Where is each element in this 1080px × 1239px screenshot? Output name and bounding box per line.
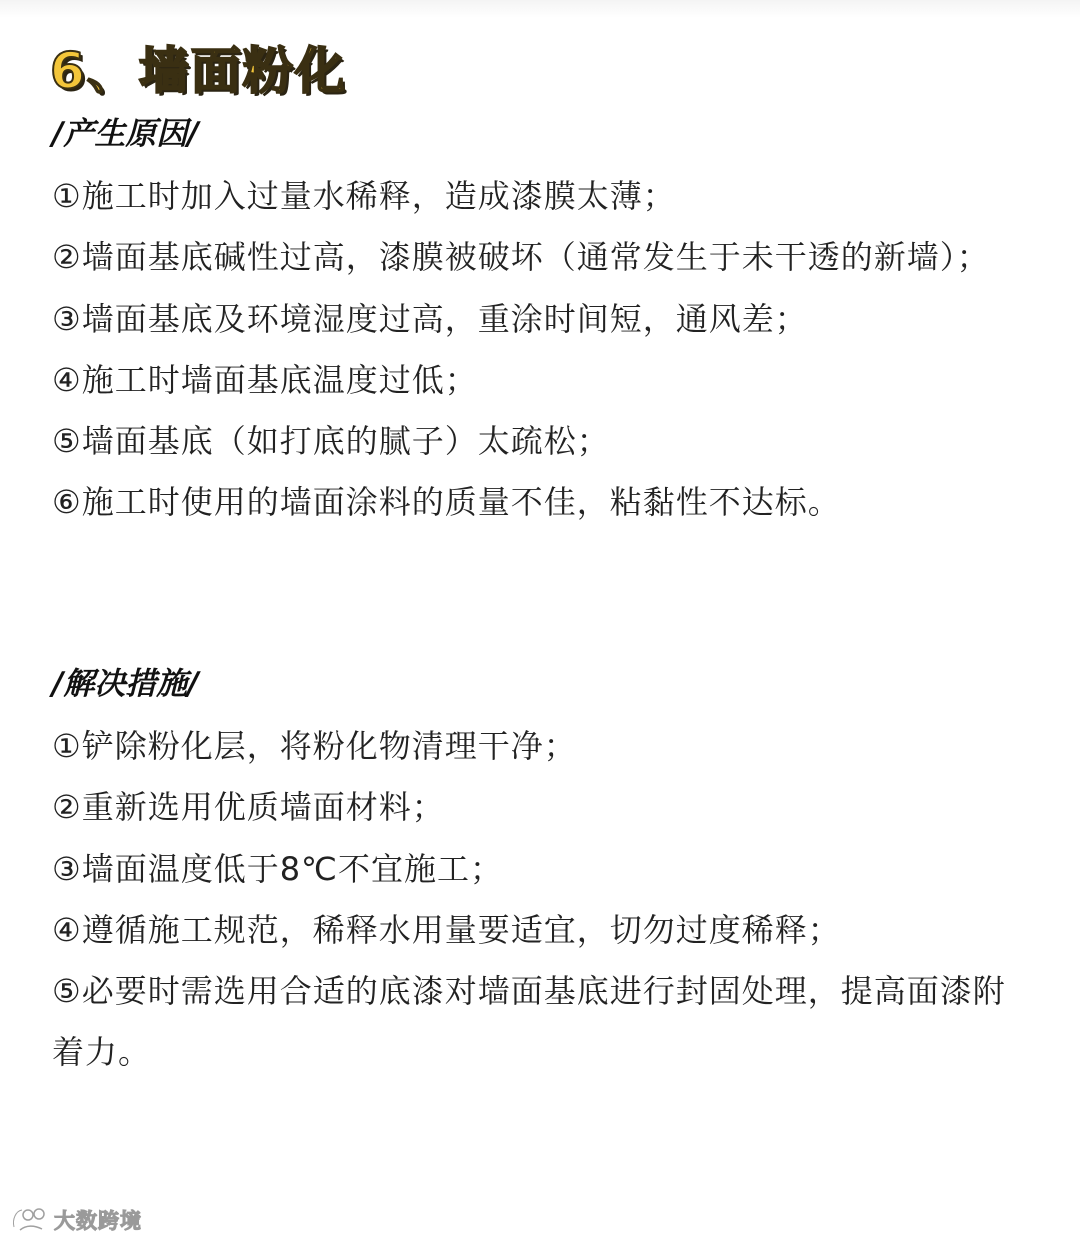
cause-item-2: ②墙面基底碱性过高，漆膜被破坏（通常发生于未干透的新墙）； bbox=[52, 238, 990, 277]
solution-item-1: ①铲除粉化层，将粉化物清理干净； bbox=[52, 727, 577, 765]
top-edge-shadow bbox=[0, 0, 1080, 18]
brand-logo-icon bbox=[10, 1205, 48, 1235]
solutions-list bbox=[52, 716, 1027, 1084]
causes-heading: /产生原因/ bbox=[52, 116, 199, 152]
cause-item-1: ①施工时加入过量水稀释，造成漆膜太薄； bbox=[52, 177, 676, 215]
solution-item-3: ③墙面温度低于8℃不宜施工； bbox=[52, 849, 503, 888]
watermark bbox=[10, 1202, 142, 1238]
solution-item-5: ⑤必要时需选用合适的底漆对墙面基底进行封固处理，提高面漆附着力。 bbox=[52, 972, 1006, 1072]
cause-item-3: ③墙面基底及环境湿度过高，重涂时间短，通风差； bbox=[52, 299, 808, 338]
cause-item-6: ⑥施工时使用的墙面涂料的质量不佳，粘黏性不达标。 bbox=[52, 483, 841, 522]
solutions-heading: /解决措施/ bbox=[52, 666, 199, 702]
cause-item-5: ⑤墙面基底（如打底的腻子）太疏松； bbox=[52, 422, 610, 461]
causes-list bbox=[52, 166, 1027, 534]
page-title: 6、墙面粉化 bbox=[50, 42, 347, 100]
solution-item-4: ④遵循施工规范，稀释水用量要适宜，切勿过度稀释； bbox=[52, 910, 841, 949]
watermark-text: 大数跨境 bbox=[54, 1210, 142, 1233]
cause-item-4: ④施工时墙面基底温度过低； bbox=[52, 360, 478, 399]
solution-item-2: ②重新选用优质墙面材料； bbox=[52, 788, 445, 827]
